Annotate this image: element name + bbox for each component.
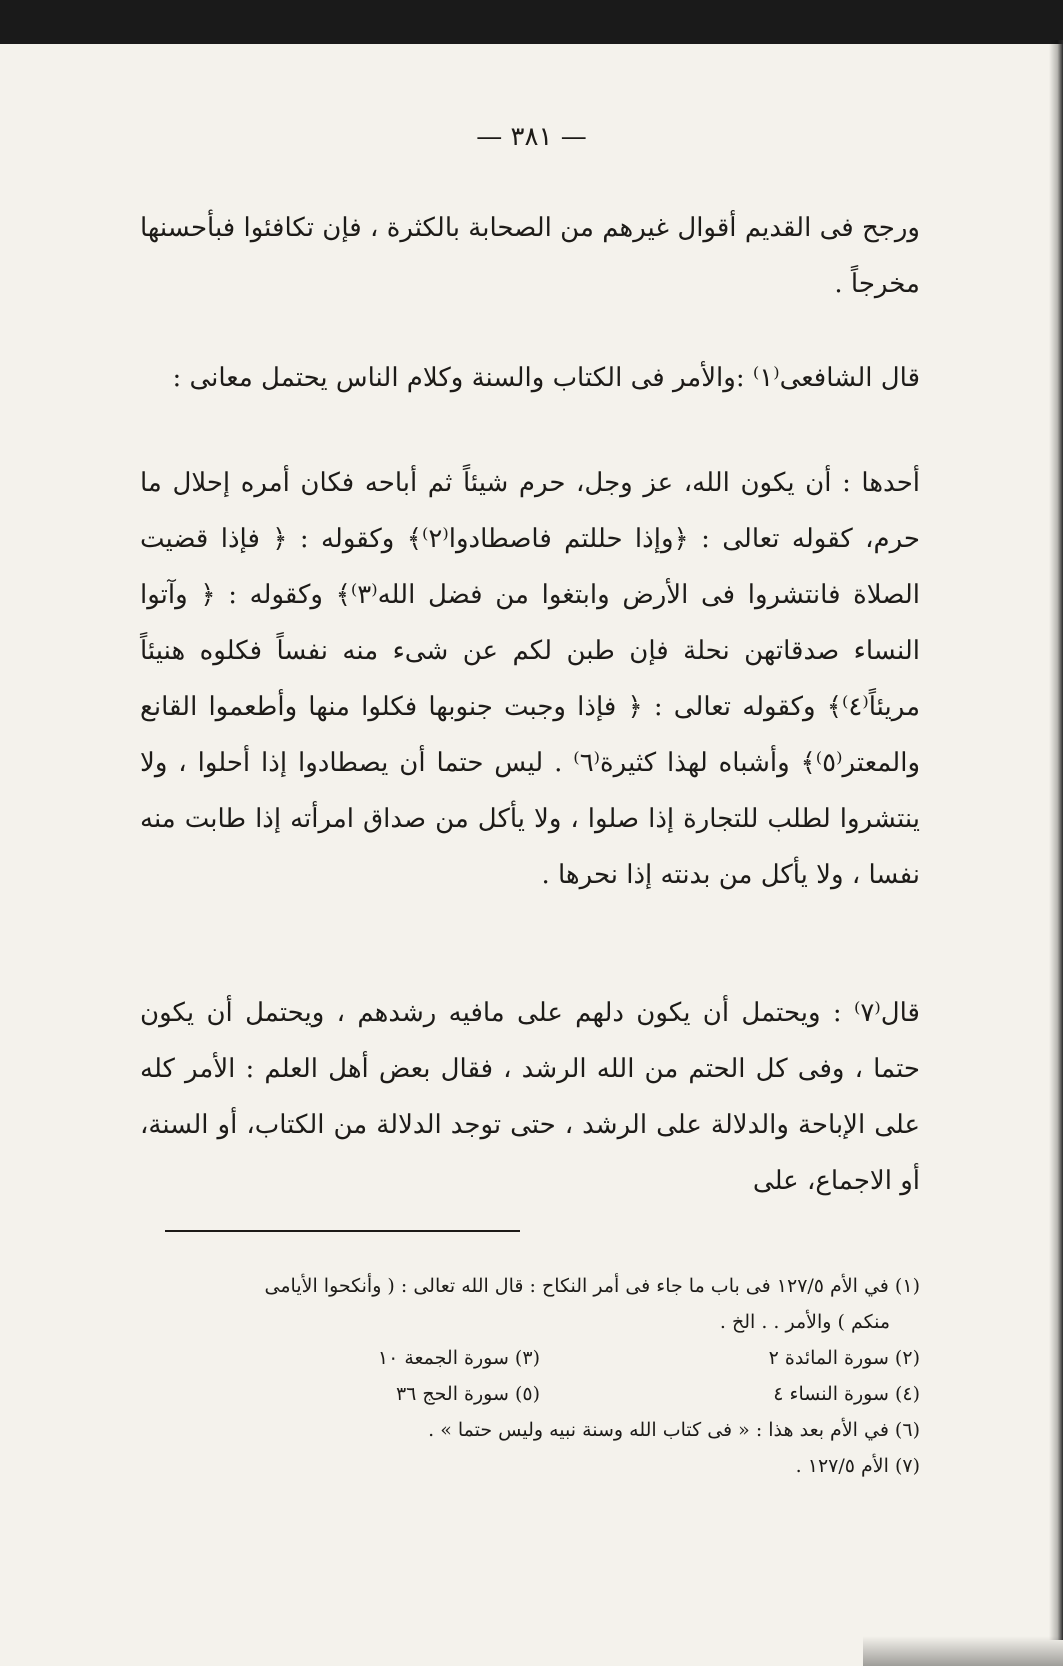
footnote-row-4-5 <box>140 1376 920 1412</box>
footnote-6: (٦) في الأم بعد هذا : « فى كتاب الله وسنة نبيه وليس حتما » . <box>428 1419 920 1441</box>
scan-top-edge <box>0 0 1063 44</box>
footnote-4: (٤) سورة النساء ٤ <box>773 1383 920 1405</box>
paragraph-3: أحدها : أن يكون الله، عز وجل، حرم شيئاً ثم أباحه فكان أمره إحلال ما حرم، كقوله تعالى : ﴿وإذا حللتم فاصطادوا⁽٢⁾﴾ وكقوله : ﴿ فإذا قضيت الصلاة فانتشروا فى الأرض وابتغوا من فضل الله⁽٣⁾﴾ وكقوله : ﴿ وآتوا النساء صدقاتهن نحلة فإن طبن لكم عن شىء منه نفساً فكلوه هنيئاً مريئاً⁽٤⁾﴾ وكقوله تعالى : ﴿ فإذا وجبت جنوبها فكلوا منها وأطعموا القانع والمعتر⁽٥⁾﴾ وأشباه لهذا كثيرة⁽٦⁾ . ليس حتما أن يصطادوا إذا أحلوا ، ولا ينتشروا لطلب للتجارة إذا صلوا ، ولا يأكل من صداق امرأته إذا طابت منه نفسا ، ولا يأكل من بدنته إذا نحرها . <box>140 468 921 890</box>
paragraph-4: قال⁽٧⁾ : ويحتمل أن يكون دلهم على مافيه رشدهم ، ويحتمل أن يكون حتما ، وفى كل الحتم من الله الرشد ، فقال بعض أهل العلم : الأمر كله على الإباحة والدلالة على الرشد ، حتى توجد الدلالة من الكتاب، أو السنة، أو الاجماع، على <box>140 998 920 1196</box>
scan-bottom-shadow <box>863 1636 1063 1666</box>
footnote-7: (٧) الأم ١٢٧/٥ . <box>795 1455 920 1477</box>
footnote-divider <box>165 1230 520 1232</box>
scan-right-edge <box>1049 40 1063 1640</box>
footnote-5: (٥) سورة الحج ٣٦ <box>395 1383 540 1405</box>
footnote-1: (١) في الأم ١٢٧/٥ فى باب ما جاء فى أمر النكاح : قال الله تعالى : ( وأنكحوا الأيامى <box>264 1275 920 1297</box>
footnotes <box>140 1268 920 1484</box>
paragraph-1: ورجح فى القديم أقوال غيرهم من الصحابة بالكثرة ، فإن تكافئوا فبأحسنها مخرجاً . <box>140 213 920 299</box>
paragraph-2: قال الشافعى⁽١⁾ :والأمر فى الكتاب والسنة وكلام الناس يحتمل معانى : <box>172 363 920 393</box>
footnote-1-continued: منكم ) والأمر . . الخ . <box>719 1311 890 1333</box>
footnote-2: (٢) سورة المائدة ٢ <box>768 1347 920 1369</box>
page-number: — ٣٨١ — <box>476 122 587 152</box>
footnote-row-2-3 <box>140 1340 920 1376</box>
footnote-3: (٣) سورة الجمعة ١٠ <box>377 1347 540 1369</box>
